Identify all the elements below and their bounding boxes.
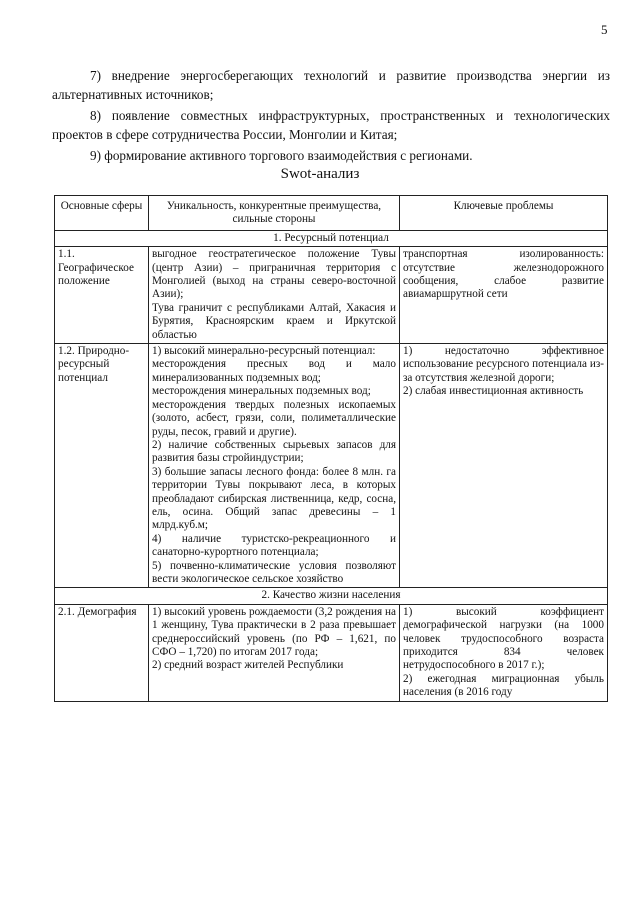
table-row bbox=[55, 247, 608, 344]
list-item: 1) высокий коэффициент демографической нагрузки (на 1000 человек трудоспособного возраста приходится 834 человек нетрудоспособного в 2017 г.); bbox=[403, 605, 604, 672]
strengths-cell bbox=[149, 604, 400, 701]
list-item: 1) высокий минерально-ресурсный потенциал: bbox=[152, 345, 376, 358]
problems-cell bbox=[400, 604, 608, 701]
list-item: месторождения твердых полезных ископаемых (золото, асбест, грязи, соли, полиметаллические руды, песок, гравий и другие). bbox=[152, 398, 396, 438]
strengths-cell bbox=[149, 344, 400, 588]
list-item: месторождения минеральных подземных вод; bbox=[152, 385, 371, 398]
sphere-cell: 1.2. Природно-ресурсный потенциал bbox=[55, 344, 149, 588]
problems-cell bbox=[400, 344, 608, 588]
header-strengths: Уникальность, конкурентные преимущества, сильные стороны bbox=[149, 196, 400, 231]
list-item: 1) высокий уровень рождаемости (3,2 рождения на 1 женщину, Тува практически в 2 раза превышает среднероссийский уровень (по РФ – 1,621, по СФО – 1,720) по итогам 2017 года; bbox=[152, 605, 396, 658]
problems-cell bbox=[400, 247, 608, 344]
swot-table bbox=[54, 195, 608, 702]
section-row bbox=[55, 230, 608, 246]
list-item: 5) почвенно-климатические условия позволяют вести экологическое сельское хозяйство bbox=[152, 559, 396, 585]
strengths-cell bbox=[149, 247, 400, 344]
list-item: 2) ежегодная миграционная убыль населения (в 2016 году bbox=[403, 672, 604, 699]
list-item: 3) большие запасы лесного фонда: более 8 млн. га территории Тувы покрывают леса, в которых преобладают сибирская лиственница, кедр, сосна, ель, осина. Общий запас древесины – 1 млрд.куб.м; bbox=[152, 465, 396, 532]
sphere-cell: 1.1. Географическое положение bbox=[55, 247, 149, 344]
list-item: 2) средний возраст жителей Республики bbox=[152, 659, 344, 672]
sphere-cell: 2.1. Демография bbox=[55, 604, 149, 701]
section-title: 1. Ресурсный потенциал bbox=[55, 230, 608, 246]
page-number: 5 bbox=[601, 22, 608, 37]
list-item: 4) наличие туристско-рекреационного и санаторно-курортного потенциала; bbox=[152, 532, 396, 559]
header-problems: Ключевые проблемы bbox=[400, 196, 608, 231]
list-item: 2) наличие собственных сырьевых запасов для развития базы стройиндустрии; bbox=[152, 438, 396, 465]
table-header-row bbox=[55, 196, 608, 231]
list-item: 2) слабая инвестиционная активность bbox=[403, 385, 584, 398]
table-row bbox=[55, 344, 608, 588]
list-item: 1) недостаточно эффективное использование ресурсного потенциала из-за отсутствия железной дороги; bbox=[403, 345, 604, 384]
swot-title: Swot-анализ bbox=[280, 166, 360, 182]
header-spheres: Основные сферы bbox=[55, 196, 149, 231]
section-title: 2. Качество жизни населения bbox=[55, 588, 608, 604]
list-item: Тува граничит с республиками Алтай, Хакасия и Бурятия, Красноярским краем и Иркутской областью bbox=[152, 301, 396, 341]
list-item: 8) появление совместных инфраструктурных, пространственных и технологических проектов в сфере сотрудничества России, Монголии и Китая; bbox=[52, 108, 610, 142]
list-item: транспортная изолированность: отсутствие железнодорожного сообщения, слабое развитие авиамаршрутной сети bbox=[403, 248, 604, 301]
list-item: 7) внедрение энергосберегающих технологий и развитие производства энергии из альтернативных источников; bbox=[52, 68, 610, 102]
list-item: 9) формирование активного торгового взаимодействия с регионами. bbox=[90, 148, 473, 163]
table-row bbox=[55, 604, 608, 701]
intro-list bbox=[52, 66, 610, 167]
section-row bbox=[55, 588, 608, 604]
list-item: выгодное геостратегическое положение Тувы (центр Азии) – приграничная территория с Монголией (выход на страны северо-восточной Азии); bbox=[152, 248, 396, 301]
list-item: месторождения пресных вод и мало минерализованных подземных вод; bbox=[152, 358, 396, 384]
